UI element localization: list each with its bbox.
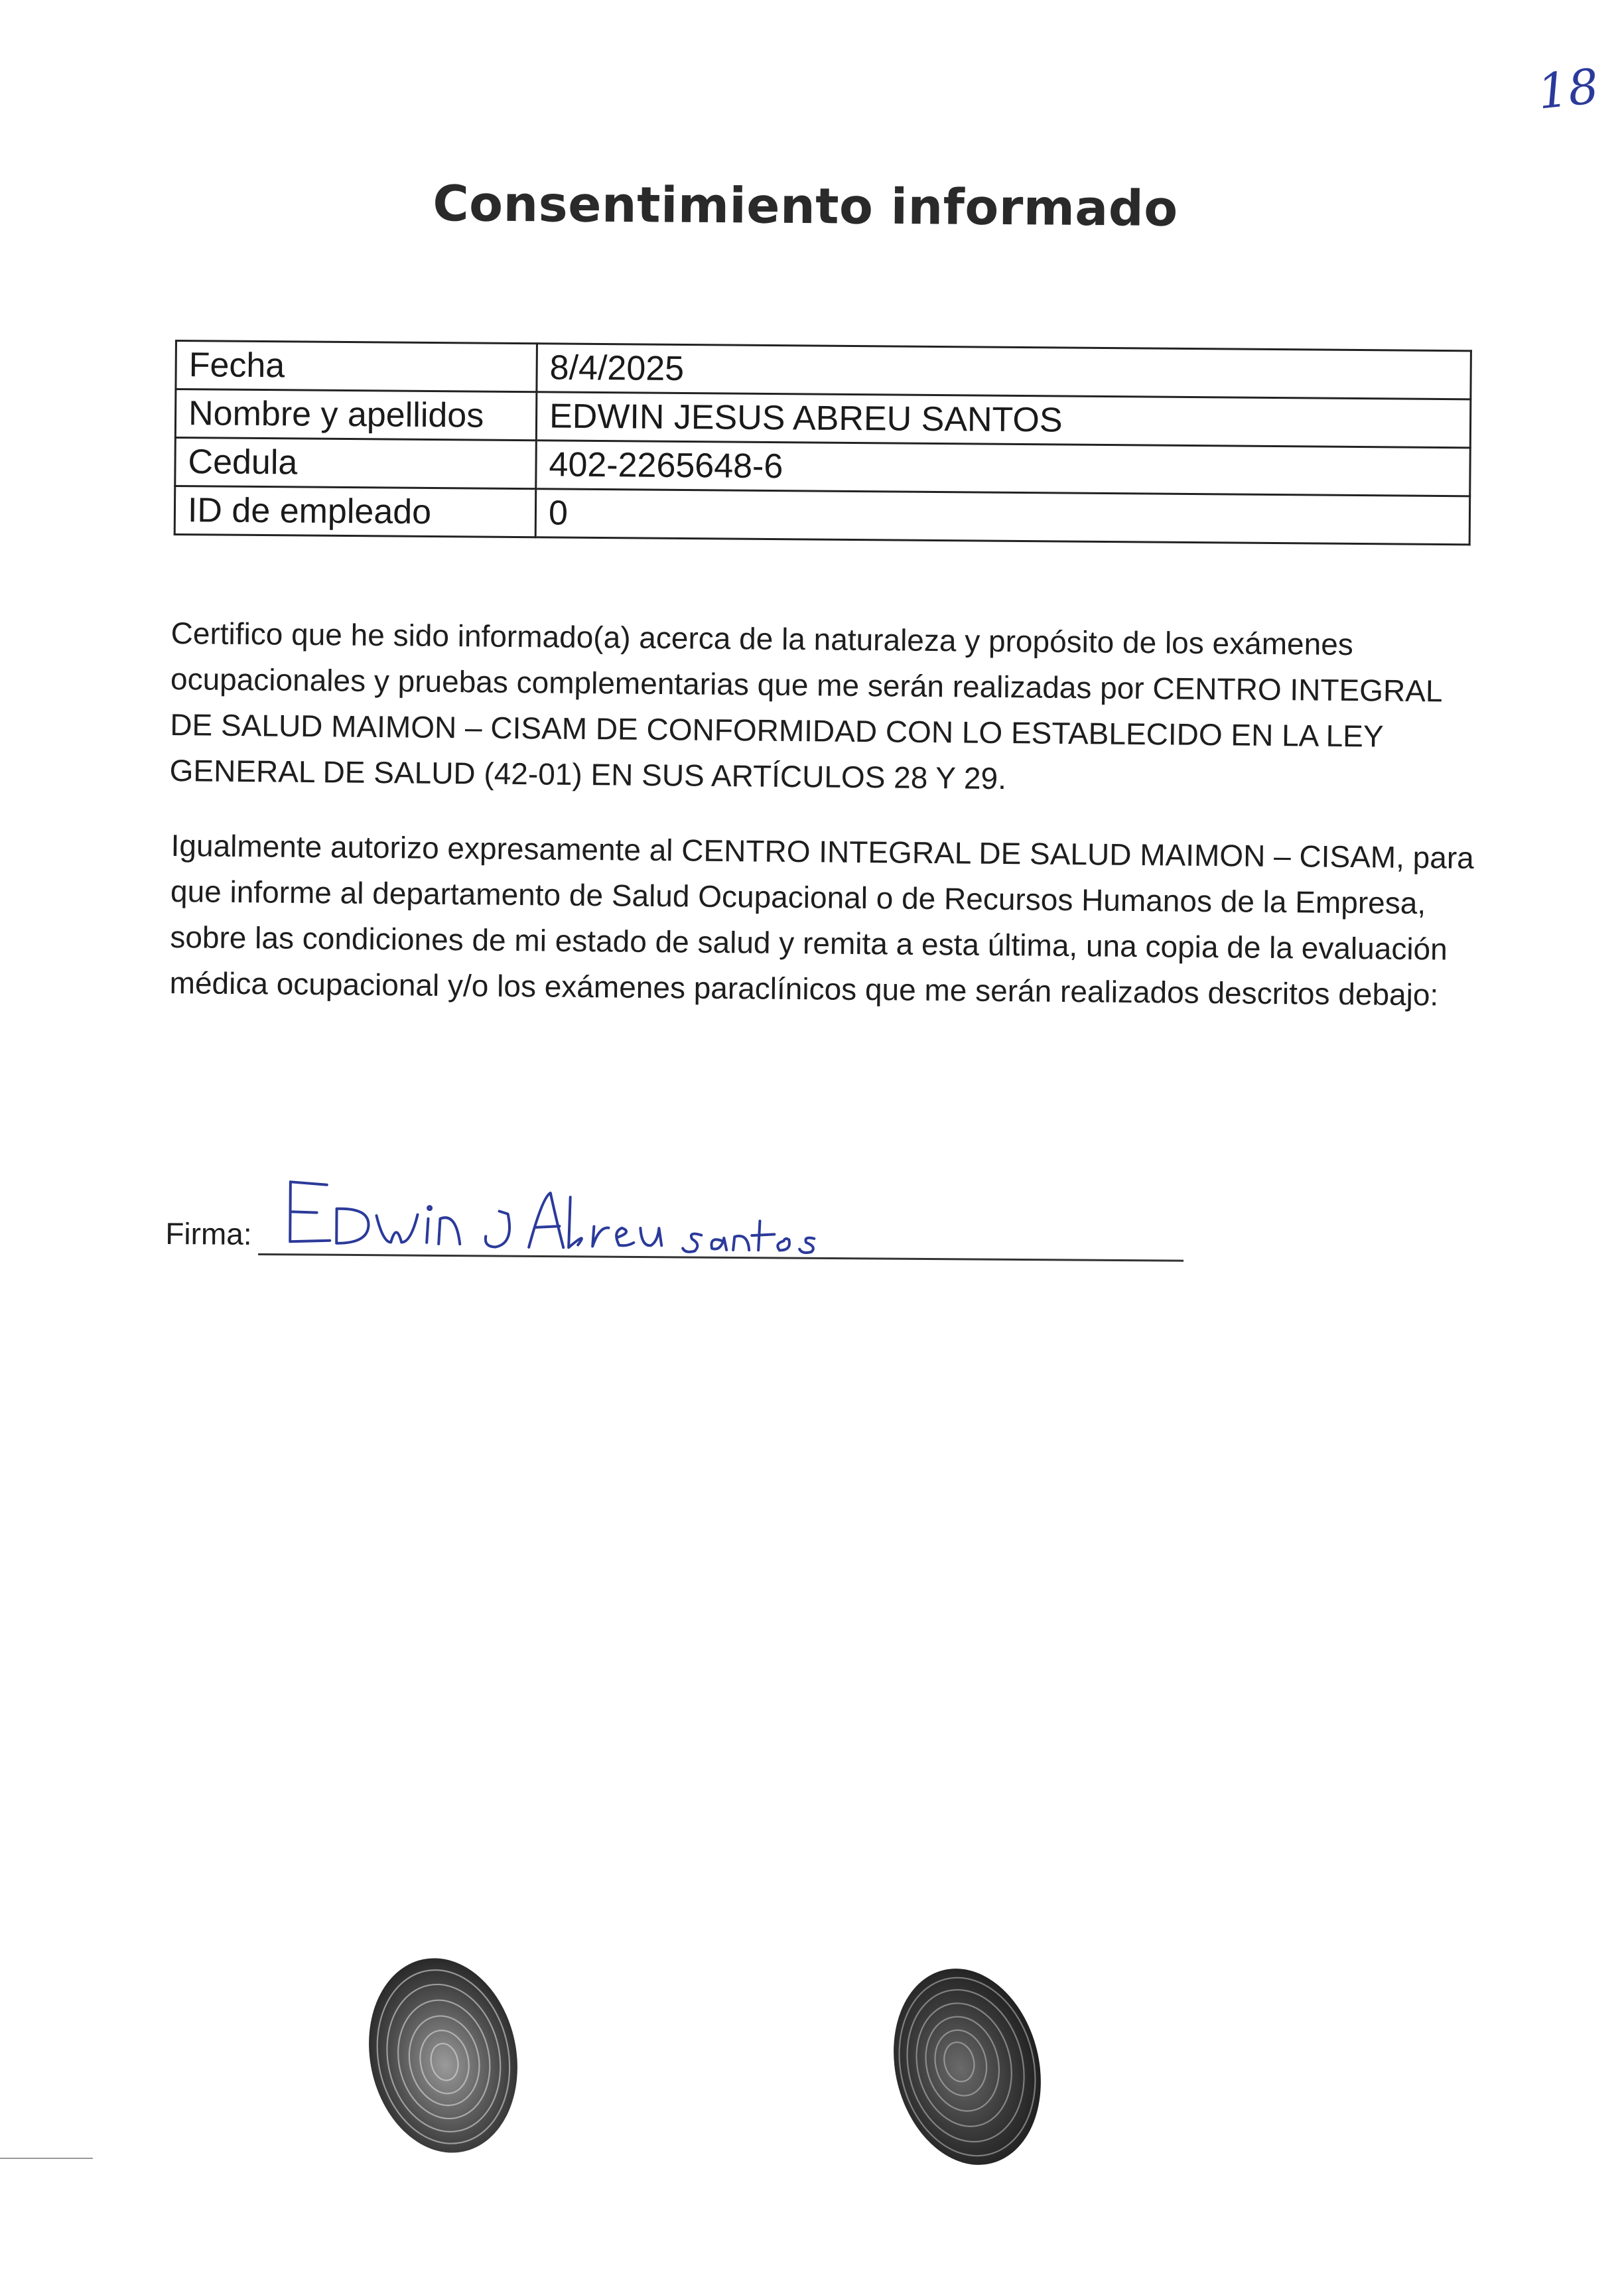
cedula-label: Cedula: [175, 438, 537, 489]
authorization-paragraph: Igualmente autorizo expresamente al CENTRO INTEGRAL DE SALUD MAIMON – CISAM, para que informe al departamento de Salud Ocupacional o de Recursos Humanos de la Empresa, sobre las condiciones de mi estado de salud y remita a esta última, una copia de la evaluación médica ocupacional y/o los exámenes paraclínicos que me serán realizados descritos debajo:: [169, 827, 1475, 1012]
fecha-label: Fecha: [176, 341, 537, 392]
right-fingerprint-icon: [864, 1945, 1070, 2189]
id-empleado-label: ID de empleado: [174, 486, 536, 537]
signature-block: [165, 1168, 1187, 1281]
nombre-label: Nombre y apellidos: [175, 389, 537, 441]
page-number: 18: [1534, 58, 1601, 120]
certification-paragraph: Certifico que he sido informado(a) acerca de la naturaleza y propósito de los exámenes ocupacionales y pruebas complementarias que me serán realizadas por CENTRO INTEGRAL DE SALUD MAIMON – CISAM DE CONFORMIDAD CON LO ESTABLECIDO EN LA LEY GENERAL DE SALUD (42-01) EN SUS ARTÍCULOS 28 Y 29.: [169, 615, 1442, 796]
fecha-value: 8/4/2025: [537, 344, 1471, 399]
nombre-value: EDWIN JESUS ABREU SANTOS: [536, 392, 1471, 448]
info-table: [174, 340, 1472, 545]
table-row: [174, 486, 1470, 545]
handwritten-signature: [263, 1168, 927, 1266]
signature-label: Firma:: [165, 1216, 252, 1251]
cedula-value: 402-2265648-6: [536, 441, 1471, 496]
id-empleado-value: 0: [535, 489, 1470, 545]
scan-edge-line: [0, 2158, 93, 2159]
left-fingerprint-icon: [343, 1935, 543, 2176]
document-title: Consentimiento informado: [433, 175, 1178, 238]
